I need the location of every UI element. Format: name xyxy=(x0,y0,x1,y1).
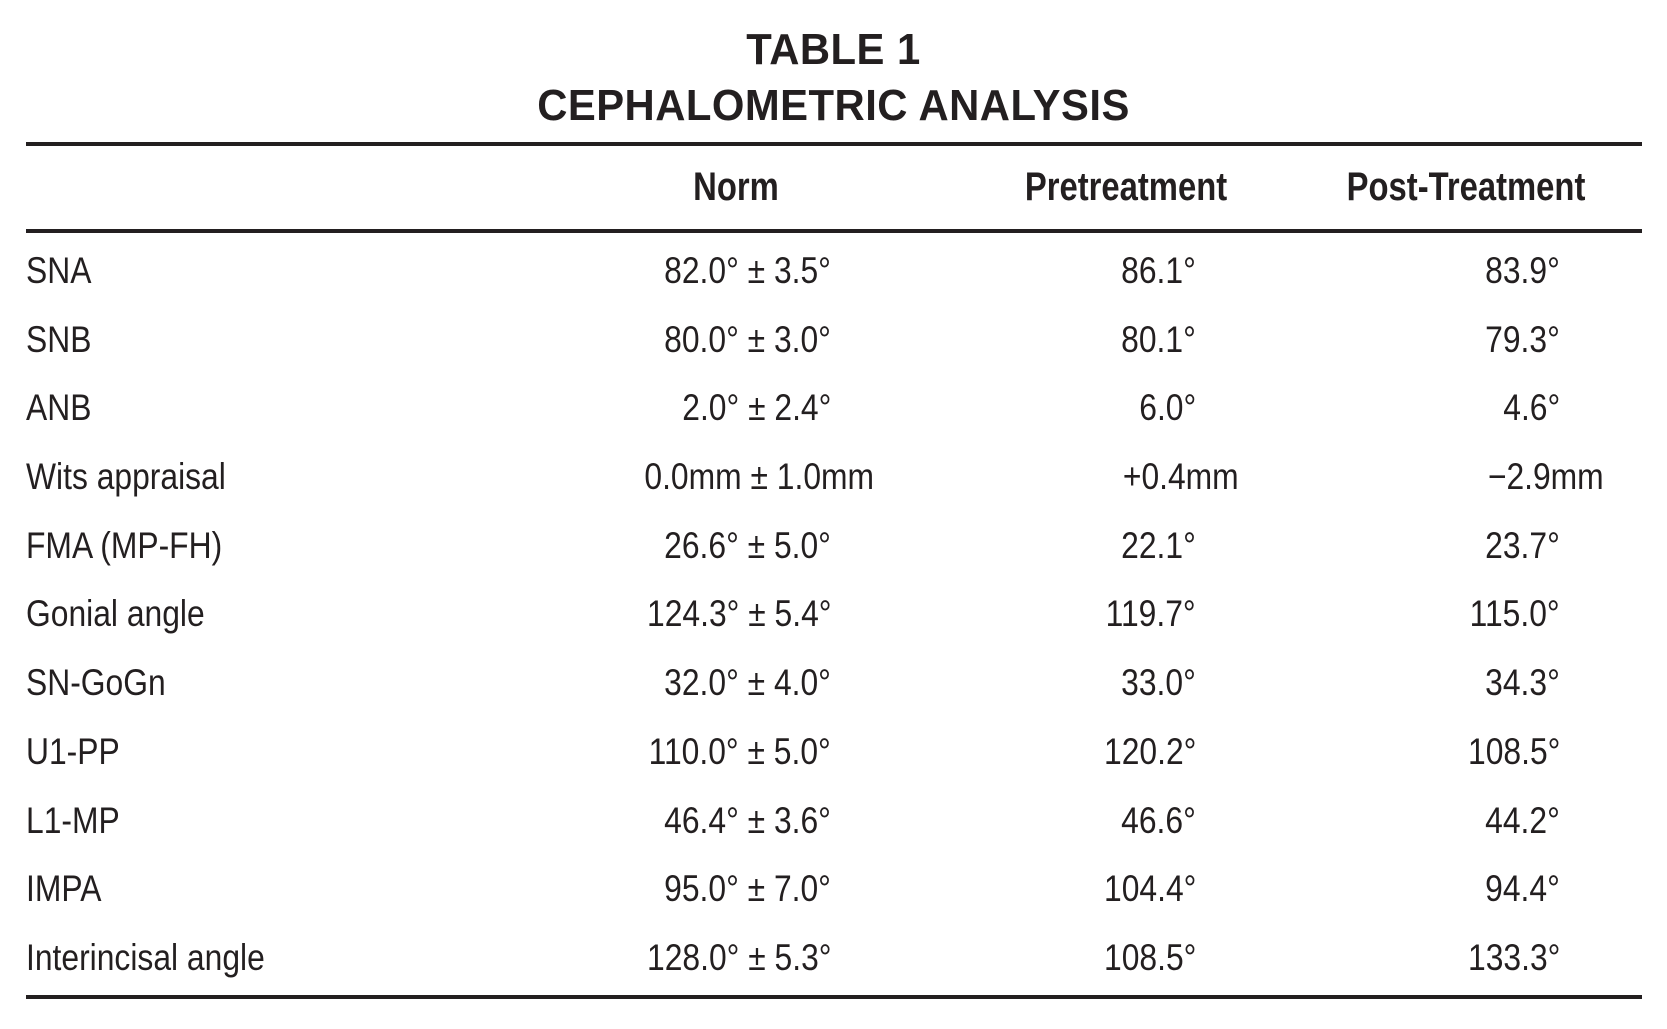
post-treatment-value: −2.9mm xyxy=(1488,456,1604,498)
post-treatment-value: 94.4° xyxy=(1485,868,1560,910)
post-treatment-value: 23.7° xyxy=(1485,524,1560,566)
table-body xyxy=(26,238,1642,994)
post-treatment-value: 83.9° xyxy=(1485,250,1560,291)
measure-label: SN-GoGn xyxy=(26,662,166,704)
pretreatment-value: 104.4° xyxy=(1103,868,1196,910)
pretreatment-value: 22.1° xyxy=(1121,524,1196,566)
pretreatment-value: 119.7° xyxy=(1106,593,1196,635)
post-treatment-value: 133.3° xyxy=(1467,936,1560,978)
table-row xyxy=(26,307,1642,376)
post-treatment-value: 4.6° xyxy=(1503,387,1560,429)
post-treatment-value: 79.3° xyxy=(1485,318,1560,360)
pretreatment-value: 46.6° xyxy=(1121,799,1196,841)
post-treatment-value: 115.0° xyxy=(1470,593,1560,635)
table-row xyxy=(26,238,1642,307)
norm-value: 80.0° ± 3.0° xyxy=(664,318,831,360)
pretreatment-value: +0.4mm xyxy=(1123,456,1239,498)
table-row xyxy=(26,513,1642,582)
table-title xyxy=(0,22,1667,134)
post-treatment-value: 108.5° xyxy=(1467,730,1560,772)
table-row xyxy=(26,375,1642,444)
norm-value: 124.3° ± 5.4° xyxy=(646,593,831,635)
norm-value: 2.0° ± 2.4° xyxy=(681,387,831,429)
norm-value: 95.0° ± 7.0° xyxy=(664,868,831,910)
measure-label: FMA (MP-FH) xyxy=(26,524,223,566)
measure-label: Wits appraisal xyxy=(26,456,226,498)
measure-label: ANB xyxy=(26,387,92,429)
norm-value: 0.0mm ± 1.0mm xyxy=(644,456,874,498)
measure-label: Gonial angle xyxy=(26,593,205,635)
header-pretreatment: Pretreatment xyxy=(1024,165,1228,209)
pretreatment-value: 80.1° xyxy=(1121,318,1196,360)
table-row xyxy=(26,856,1642,925)
table-number: TABLE 1 xyxy=(746,25,921,74)
measure-label: SNA xyxy=(26,250,92,291)
header-post-treatment: Post-Treatment xyxy=(1346,165,1586,209)
pretreatment-value: 33.0° xyxy=(1121,662,1196,704)
measure-label: U1-PP xyxy=(26,730,120,772)
measure-label: IMPA xyxy=(26,868,102,910)
table-row xyxy=(26,444,1642,513)
measure-label: Interincisal angle xyxy=(26,936,265,978)
post-treatment-value: 44.2° xyxy=(1485,799,1560,841)
pretreatment-value: 6.0° xyxy=(1139,387,1196,429)
pretreatment-value: 120.2° xyxy=(1103,730,1196,772)
post-treatment-value: 34.3° xyxy=(1485,662,1560,704)
header-rule xyxy=(26,229,1642,233)
measure-label: SNB xyxy=(26,318,92,360)
table-row xyxy=(26,650,1642,719)
norm-value: 82.0° ± 3.5° xyxy=(664,250,831,291)
norm-value: 26.6° ± 5.0° xyxy=(664,524,831,566)
norm-value: 128.0° ± 5.3° xyxy=(646,936,831,978)
pretreatment-value: 108.5° xyxy=(1103,936,1196,978)
table-row xyxy=(26,788,1642,857)
measure-label: L1-MP xyxy=(26,799,120,841)
table-row xyxy=(26,925,1642,994)
norm-value: 46.4° ± 3.6° xyxy=(664,799,831,841)
table-header xyxy=(26,142,1642,229)
bottom-rule xyxy=(26,995,1642,999)
table-caption: CEPHALOMETRIC ANALYSIS xyxy=(537,81,1130,130)
pretreatment-value: 86.1° xyxy=(1121,250,1196,291)
header-norm: Norm xyxy=(693,165,779,209)
table-row xyxy=(26,581,1642,650)
table-row xyxy=(26,719,1642,788)
norm-value: 110.0° ± 5.0° xyxy=(648,730,831,772)
norm-value: 32.0° ± 4.0° xyxy=(664,662,831,704)
